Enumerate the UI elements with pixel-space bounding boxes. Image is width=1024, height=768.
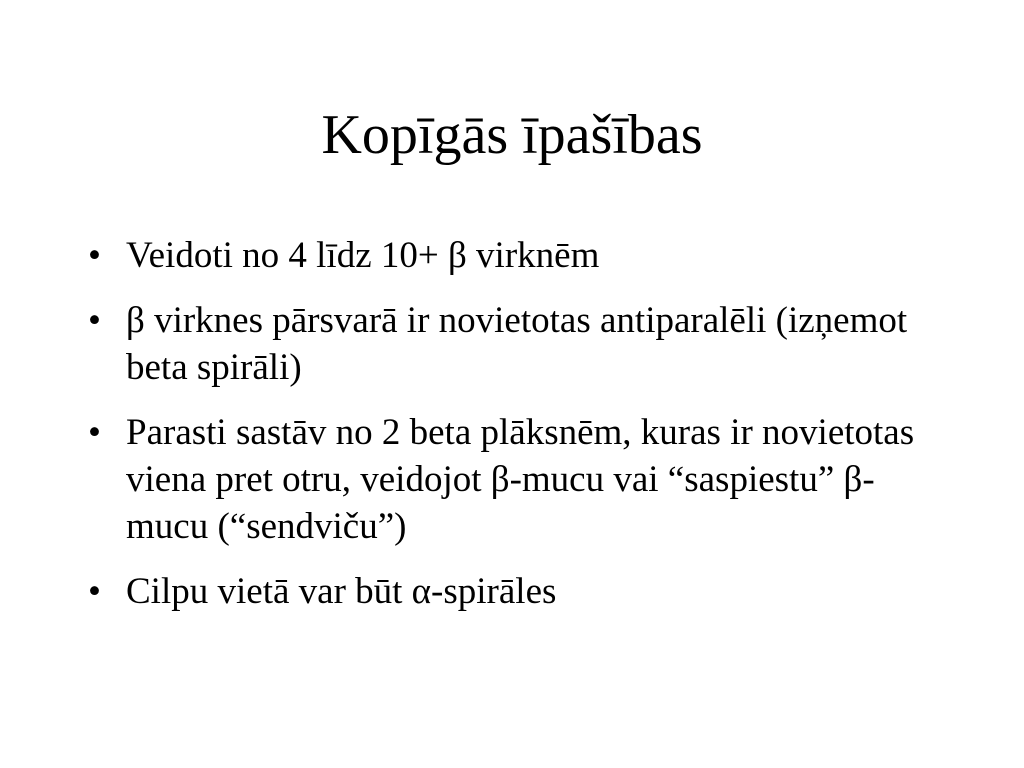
bullet-list	[88, 232, 948, 633]
bullet-text: Parasti sastāv no 2 beta plāksnēm, kuras ir novietotas viena pret otru, veidojot β-mucu vai “saspiestu” β-mucu (“sendviču”)	[126, 412, 915, 547]
bullet-icon: •	[88, 300, 101, 341]
bullet-icon: •	[88, 235, 101, 276]
bullet-icon: •	[88, 412, 101, 453]
bullet-text: Cilpu vietā var būt α-spirāles	[126, 571, 557, 612]
slide-title: Kopīgās īpašības	[321, 104, 703, 166]
bullet-icon: •	[88, 571, 101, 612]
bullet-text: β virknes pārsvarā ir novietotas antiparalēli (izņemot beta spirāli)	[126, 300, 908, 388]
list-item	[88, 232, 948, 279]
bullet-text: Veidoti no 4 līdz 10+ β virknēm	[126, 235, 600, 276]
list-item	[88, 568, 948, 615]
list-item	[88, 409, 948, 550]
list-item	[88, 297, 948, 391]
